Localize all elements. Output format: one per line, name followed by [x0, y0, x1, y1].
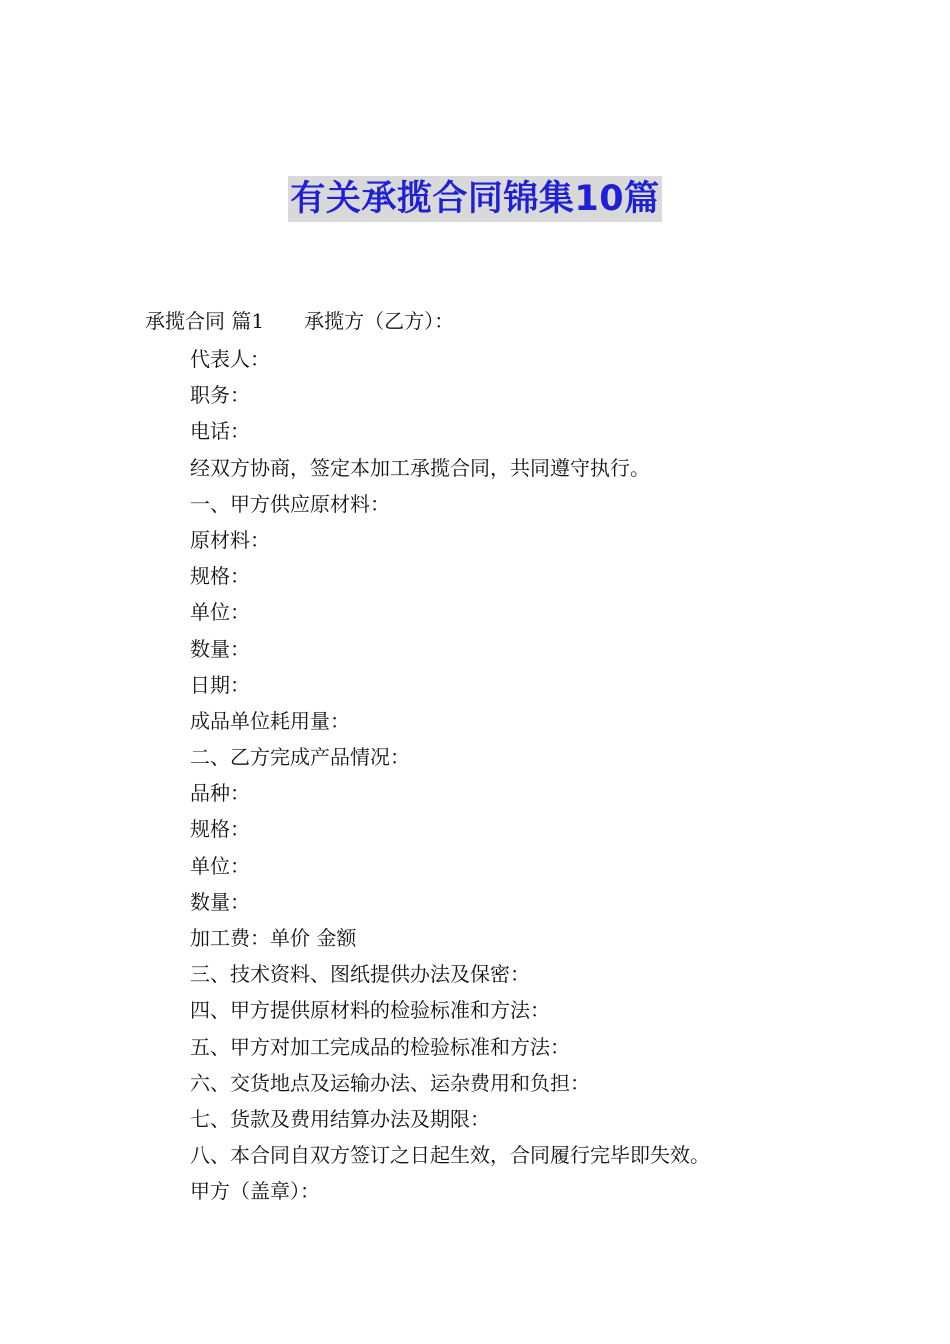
contract-line: 品种： — [190, 781, 250, 806]
contract-line: 经双方协商，签定本加工承揽合同，共同遵守执行。 — [190, 455, 650, 480]
contract-line: 原材料： — [190, 527, 270, 552]
contract-line: 八、本合同自双方签订之日起生效，合同履行完毕即失效。 — [190, 1143, 710, 1168]
contract-line: 规格： — [190, 564, 250, 589]
contract-line: 二、乙方完成产品情况： — [190, 745, 410, 770]
contract-line: 数量： — [190, 889, 250, 914]
contract-line: 甲方（盖章）： — [190, 1179, 320, 1204]
section-heading: 承揽合同 篇1 — [145, 309, 265, 333]
contract-line: 单位： — [190, 600, 250, 625]
contract-line: 加工费：单价 金额 — [190, 926, 357, 950]
contract-line: 单位： — [190, 853, 250, 878]
contract-line: 四、甲方提供原材料的检验标准和方法： — [190, 998, 550, 1023]
contract-line: 一、甲方供应原材料： — [190, 491, 390, 516]
contract-line: 电话： — [190, 419, 250, 444]
contract-line: 六、交货地点及运输办法、运杂费用和负担： — [190, 1070, 590, 1095]
contract-line: 代表人： — [190, 347, 270, 371]
contract-line: 三、技术资料、图纸提供办法及保密： — [190, 962, 530, 987]
section-first-line — [145, 305, 454, 337]
contract-line: 成品单位耗用量： — [190, 708, 350, 733]
document-title: 有关承揽合同锦集10篇 — [288, 176, 661, 222]
contract-line: 规格： — [190, 817, 250, 842]
contract-line: 五、甲方对加工完成品的检验标准和方法： — [190, 1034, 570, 1059]
contract-line: 日期： — [190, 672, 250, 697]
contract-line: 职务： — [190, 383, 250, 408]
contract-line: 数量： — [190, 636, 250, 661]
title-container — [0, 176, 950, 222]
contractor-party-label: 承揽方（乙方）： — [304, 309, 455, 333]
contract-line: 七、货款及费用结算办法及期限： — [190, 1106, 490, 1131]
contract-body — [190, 341, 890, 1210]
